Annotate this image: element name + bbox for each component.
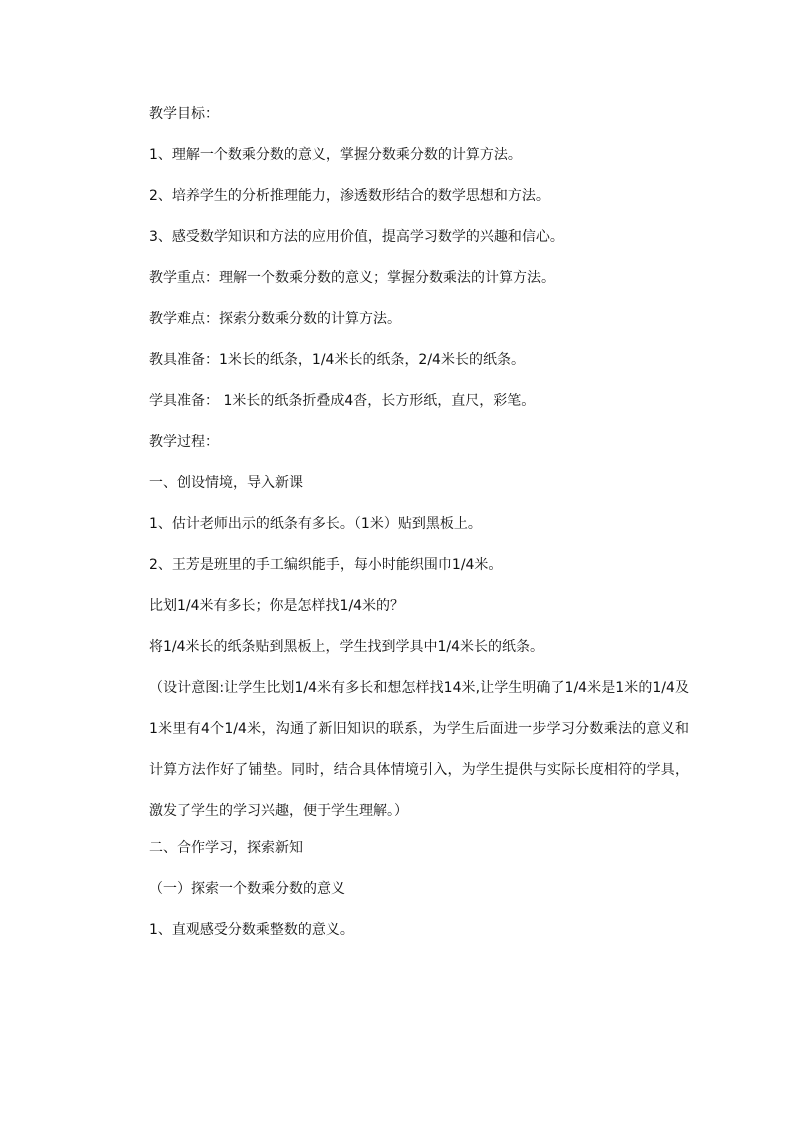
process-activity: 将1/4米长的纸条贴到黑板上，学生找到学具中1/4米长的纸条。 <box>149 639 545 655</box>
objective-item-1: 1、理解一个数乘分数的意义，掌握分数乘分数的计算方法。 <box>149 147 522 163</box>
section-heading-objectives: 教学目标： <box>149 106 219 122</box>
document-body <box>149 104 689 961</box>
part-heading-2: 二、合作学习，探索新知 <box>149 840 303 856</box>
section-heading-process: 教学过程： <box>149 434 219 450</box>
key-point: 教学重点：理解一个数乘分数的意义；掌握分数乘法的计算方法。 <box>149 270 555 286</box>
subsection-step-1: 1、直观感受分数乘整数的意义。 <box>149 922 354 938</box>
process-step-2: 2、王芳是班里的手工编织能手，每小时能织围巾1/4米。 <box>149 557 503 573</box>
objective-item-3: 3、感受数学知识和方法的应用价值，提高学习数学的兴趣和信心。 <box>149 229 564 245</box>
process-step-1: 1、估计老师出示的纸条有多长。（1米）贴到黑板上。 <box>149 516 482 532</box>
objective-item-2: 2、培养学生的分析推理能力，渗透数形结合的数学思想和方法。 <box>149 188 550 204</box>
design-note-paragraph: （设计意图:让学生比划1/4米有多长和想怎样找14米,让学生明确了1/4米是1米的1/4及1米里有4个1/4米，沟通了新旧知识的联系，为学生后面进一步学习分数乘法的意义和计算方法作好了铺垫。同时，结合具体情境引入，为学生提供与实际长度相符的学具，激发了学生的学习兴趣，便于学生理解。） <box>149 680 689 819</box>
teaching-aids: 教具准备：1米长的纸条，1/4米长的纸条，2/4米长的纸条。 <box>149 352 525 368</box>
difficult-point: 教学难点：探索分数乘分数的计算方法。 <box>149 311 401 327</box>
part-heading-1: 一、创设情境，导入新课 <box>149 475 303 491</box>
process-question: 比划1/4米有多长；你是怎样找1/4米的？ <box>149 598 405 614</box>
learning-aids: 学具准备： 1米长的纸条折叠成4沓，长方形纸，直尺，彩笔。 <box>149 393 536 409</box>
subsection-heading-1: （一）探索一个数乘分数的意义 <box>149 881 345 897</box>
